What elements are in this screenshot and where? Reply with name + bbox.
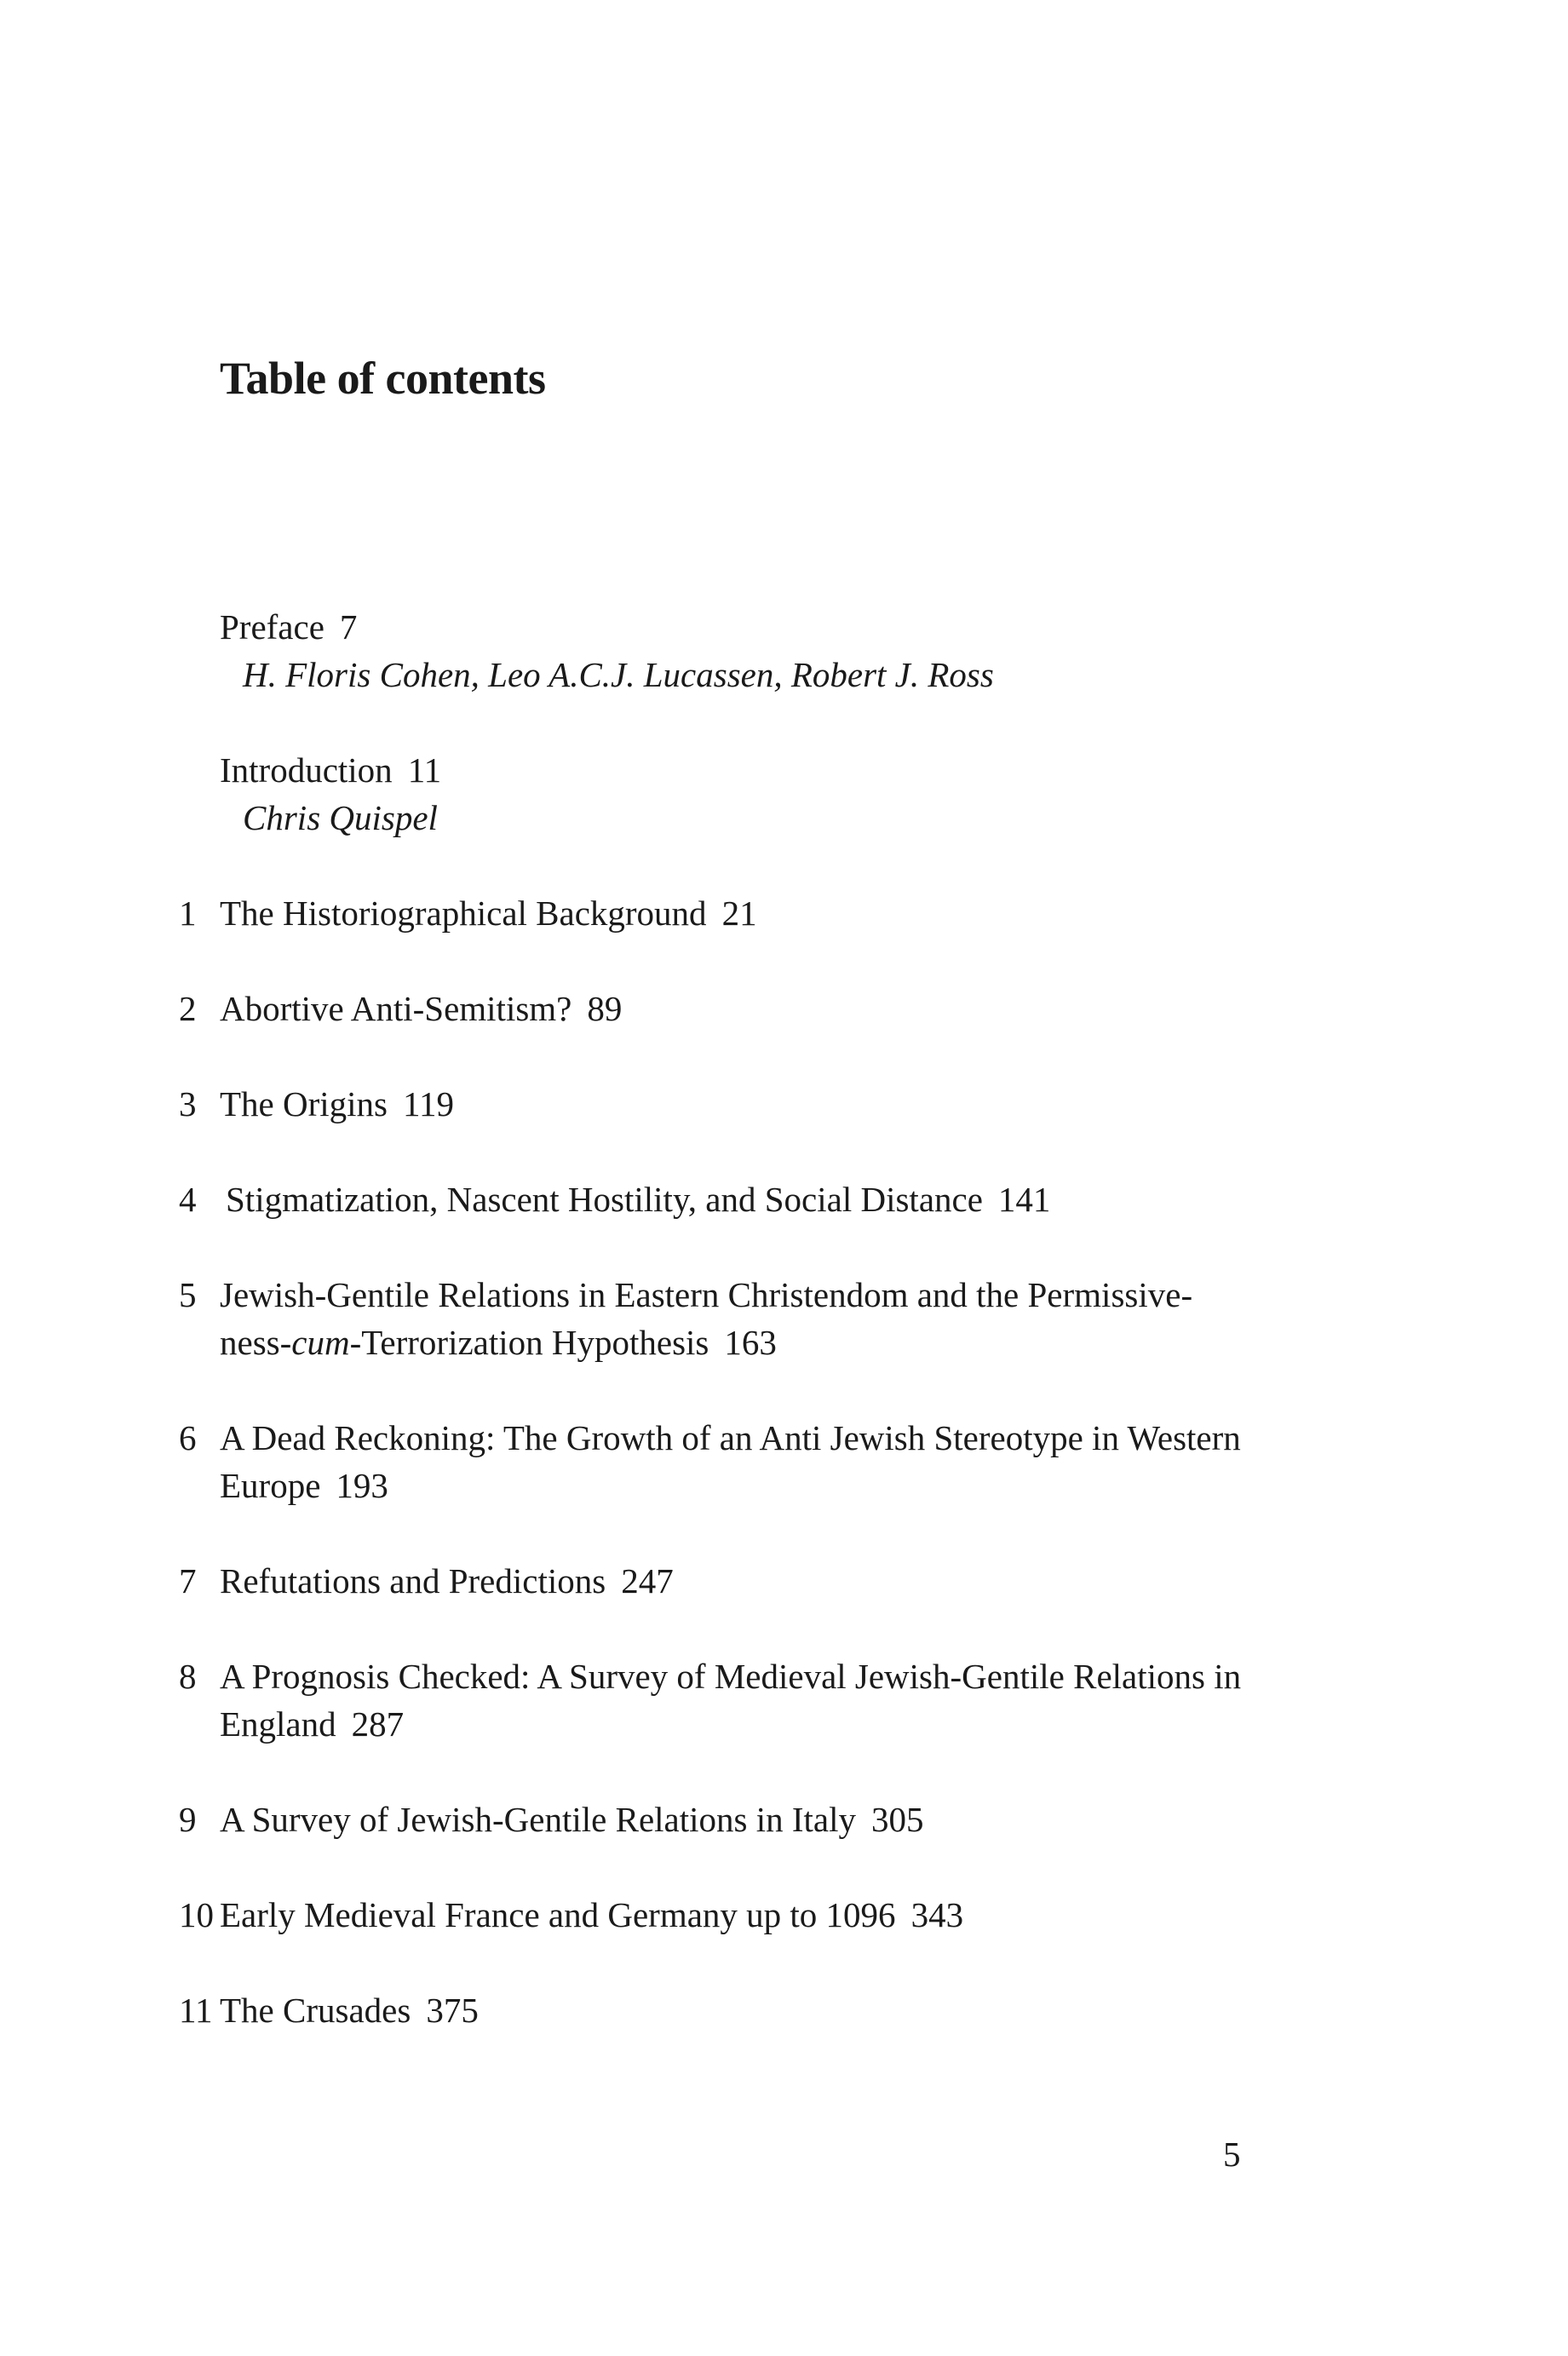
folio-page-number: 5 (1223, 2135, 1241, 2174)
entry-page-number: 305 (871, 1800, 924, 1839)
chapter-number: 8 (179, 1657, 197, 1696)
entry-page-number: 119 (403, 1084, 454, 1123)
entry-page-number: 247 (621, 1561, 674, 1600)
italic-term: cum (291, 1323, 350, 1362)
entry-page-number: 11 (407, 750, 442, 790)
entry-title: The Historiographical Background (220, 894, 707, 933)
chapter-number: 9 (179, 1800, 197, 1839)
entry-authors: H. Floris Cohen, Leo A.C.J. Lucassen, Robert J. Ross (243, 655, 994, 694)
entry-title: The Crusades (220, 1991, 411, 2030)
chapter-number: 3 (179, 1084, 197, 1123)
entry-page-number: 89 (587, 989, 623, 1028)
entry-title: Introduction (220, 750, 393, 790)
chapter-number: 7 (179, 1561, 197, 1600)
entry-title: The Origins (220, 1084, 388, 1123)
entry-page-number: 141 (997, 1180, 1051, 1219)
entry-title: Stigmatization, Nascent Hostility, and Social Distance (226, 1180, 983, 1219)
chapter-number: 2 (179, 989, 197, 1028)
entry-title: Abortive Anti-Semitism? (220, 989, 572, 1028)
chapter-number: 11 (179, 1991, 213, 2030)
page-title: Table of contents (220, 353, 546, 404)
chapter-number: 5 (179, 1275, 197, 1314)
chapter-number: 4 (179, 1180, 197, 1219)
entry-title-line-1: A Dead Reckoning: The Growth of an Anti Jewish Stereotype in Western (220, 1418, 1241, 1457)
entry-page-number: 7 (339, 607, 358, 646)
entry-authors: Chris Quispel (243, 798, 438, 837)
entry-title-line-2: ness-cum-Terrorization Hypothesis (220, 1323, 709, 1362)
entry-title-line-2: Europe (220, 1466, 321, 1505)
entry-page-number: 343 (910, 1895, 964, 1934)
entry-page-number: 287 (351, 1704, 405, 1744)
entry-page-number: 375 (426, 1991, 479, 2030)
entry-title: Preface (220, 607, 325, 646)
entry-page-number: 21 (721, 894, 757, 933)
entry-page-number: 163 (724, 1323, 777, 1362)
entry-page-number: 193 (336, 1466, 388, 1505)
entry-title-line-1: A Prognosis Checked: A Survey of Medieval Jewish-Gentile Relations in (220, 1657, 1242, 1696)
entry-title-line-1: Jewish-Gentile Relations in Eastern Christendom and the Permissive- (220, 1275, 1193, 1314)
entry-title: Early Medieval France and Germany up to 1096 (220, 1895, 896, 1934)
chapter-number: 6 (179, 1418, 197, 1457)
entry-title: Refutations and Predictions (220, 1561, 606, 1600)
entry-title-line-2: England (220, 1704, 336, 1744)
chapter-number: 10 (179, 1895, 214, 1934)
chapter-number: 1 (179, 894, 197, 933)
entry-title: A Survey of Jewish-Gentile Relations in Italy (220, 1800, 856, 1839)
